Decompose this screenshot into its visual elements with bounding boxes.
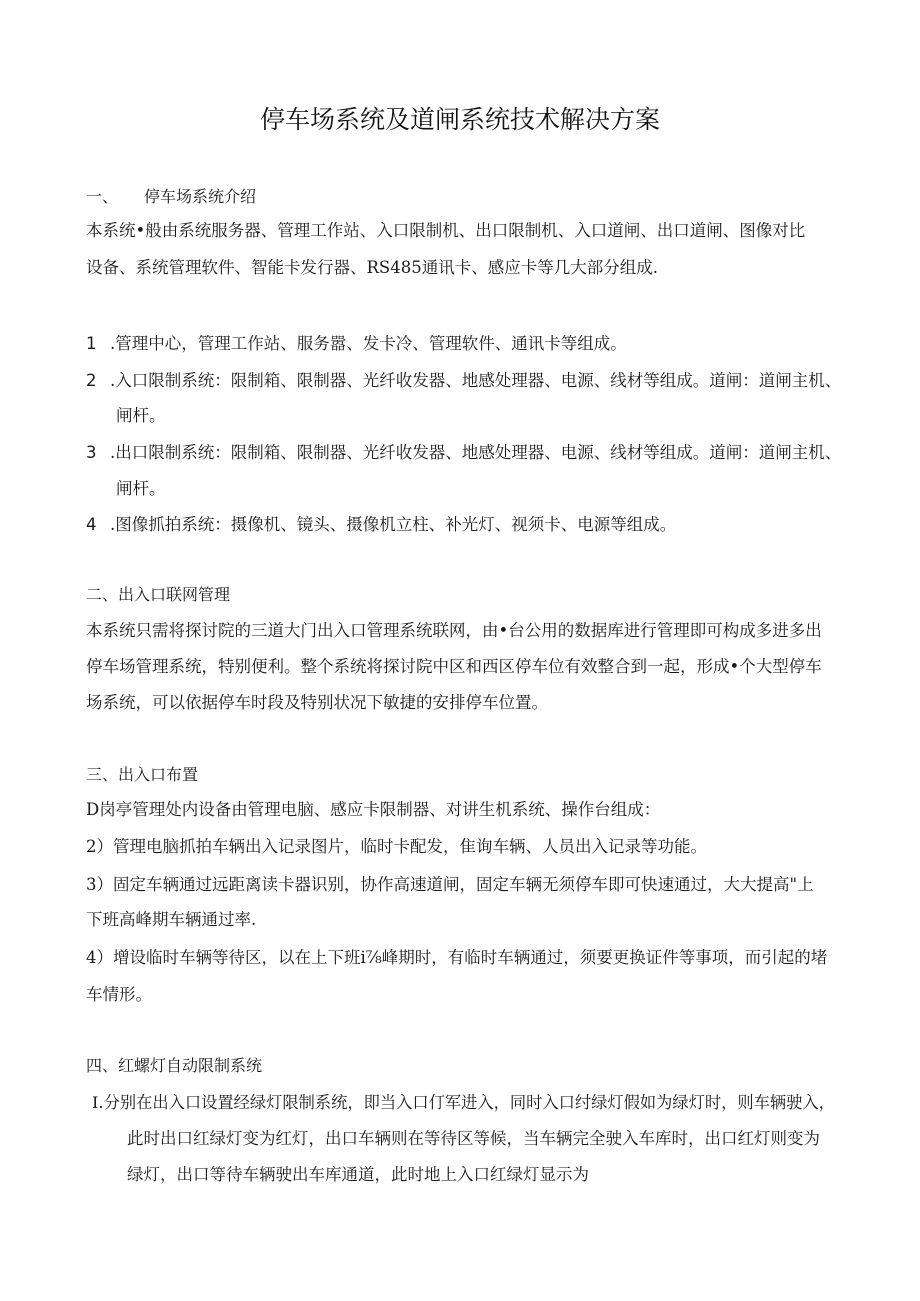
section2-para-line: 场系统，可以依据停车时段及特别状况下敏捷的安排停车位置。 (86, 693, 548, 712)
list-item-number: 1 (86, 334, 97, 353)
section1-number: 一、 (86, 187, 119, 206)
section1-title: 停车场系统介绍 (144, 187, 257, 206)
list-item-3 (86, 442, 841, 464)
section3-heading: 三、出入口布置 (86, 765, 199, 784)
section2-para-line: 本系统只需将探讨院的三道大门出入口管理系统联网，由•台公用的数据库进行管理即可构成多进多出 (86, 621, 822, 640)
list-item-number: 4 (86, 515, 97, 534)
section4-para-line: 绿灯，出口等待车辆驶出车库通道，此时地上入口红绿灯显示为 (127, 1165, 589, 1184)
section4-para-line: I.分别在出入口设置经绿灯限制系统，即当入口仃军进入，同时入口纣绿灯假如为绿灯时，则车辆驶入， (92, 1093, 835, 1112)
list-item-continuation: 闸杆。 (116, 479, 166, 498)
section4-para-line: 此时出口红绿灯变为红灯，出口车辆则在等待区等候，当车辆完全驶入车库时，出口红灯则变为 (127, 1129, 820, 1148)
section3-para-line: 4）增设临时车辆等待区，以在上下班i⅞峰期时，有临时车辆通过，须要更换证件等事项，而引起的堵 (86, 948, 828, 967)
document-title: 停车场系统及道闸系统技术解决方案 (259, 105, 660, 134)
list-item-text: .图像抓拍系统：摄像机、镜头、摄像机立柱、补光灯、视须卡、电源等组成。 (110, 515, 677, 534)
section1-para-line: 设备、系统管理软件、智能卡发行器、RS485通讯卡、感应卡等几大部分组成. (86, 258, 658, 277)
list-item-text: .入口限制系统：限制箱、限制器、光纤收发器、地感处理器、电源、线材等组成。道闸：道闸主机、 (110, 371, 842, 390)
section3-para-line: 下班高峰期车辆通过率. (86, 910, 257, 929)
list-item-text: .管理中心，管理工作站、服务嚣、发卡冷、管理软件、通讯卡等组成。 (110, 334, 627, 353)
list-item-2 (86, 370, 841, 392)
list-item-continuation: 闸杆。 (116, 406, 166, 425)
section1-heading (86, 186, 256, 208)
list-item-text: .出口限制系统：限制箱、限制器、光纤收发器、地感处理器、电源、线材等组成。道闸：道闸主机、 (110, 443, 842, 462)
list-item-number: 3 (86, 443, 97, 462)
section3-para-line: 3）固定车辆通过远距离读卡器识别，协作高速道闸，固定车辆无须停车即可快速通过，大大提高"上 (86, 875, 814, 894)
section1-para-line: 本系统•般由系统服务器、管理工作站、入口限制机、出口限制机、入口道闸、出口道闸、图像对比 (86, 221, 806, 240)
section3-para-line: 2）管理电脑抓拍车辆出入记录图片，临时卡配发，隹询车辆、人员出入记录等功能。 (86, 837, 707, 856)
section2-para-line: 停车场管理系统，特别便利。整个系统将探讨院中区和西区停车位有效整合到一起，形成•个大型停车 (86, 657, 822, 676)
section3-para-line: D岗亭管理处内设备由管理电脑、感应卡限制器、对讲生机系统、操作台组成： (86, 800, 661, 819)
section4-heading: 四、红螺灯自动限制系统 (86, 1056, 263, 1075)
list-item-4 (86, 514, 676, 536)
section3-para-line: 车情形。 (86, 985, 152, 1004)
list-item-1 (86, 333, 627, 355)
section2-heading: 二、出入口联网管理 (86, 585, 231, 604)
list-item-number: 2 (86, 371, 97, 390)
